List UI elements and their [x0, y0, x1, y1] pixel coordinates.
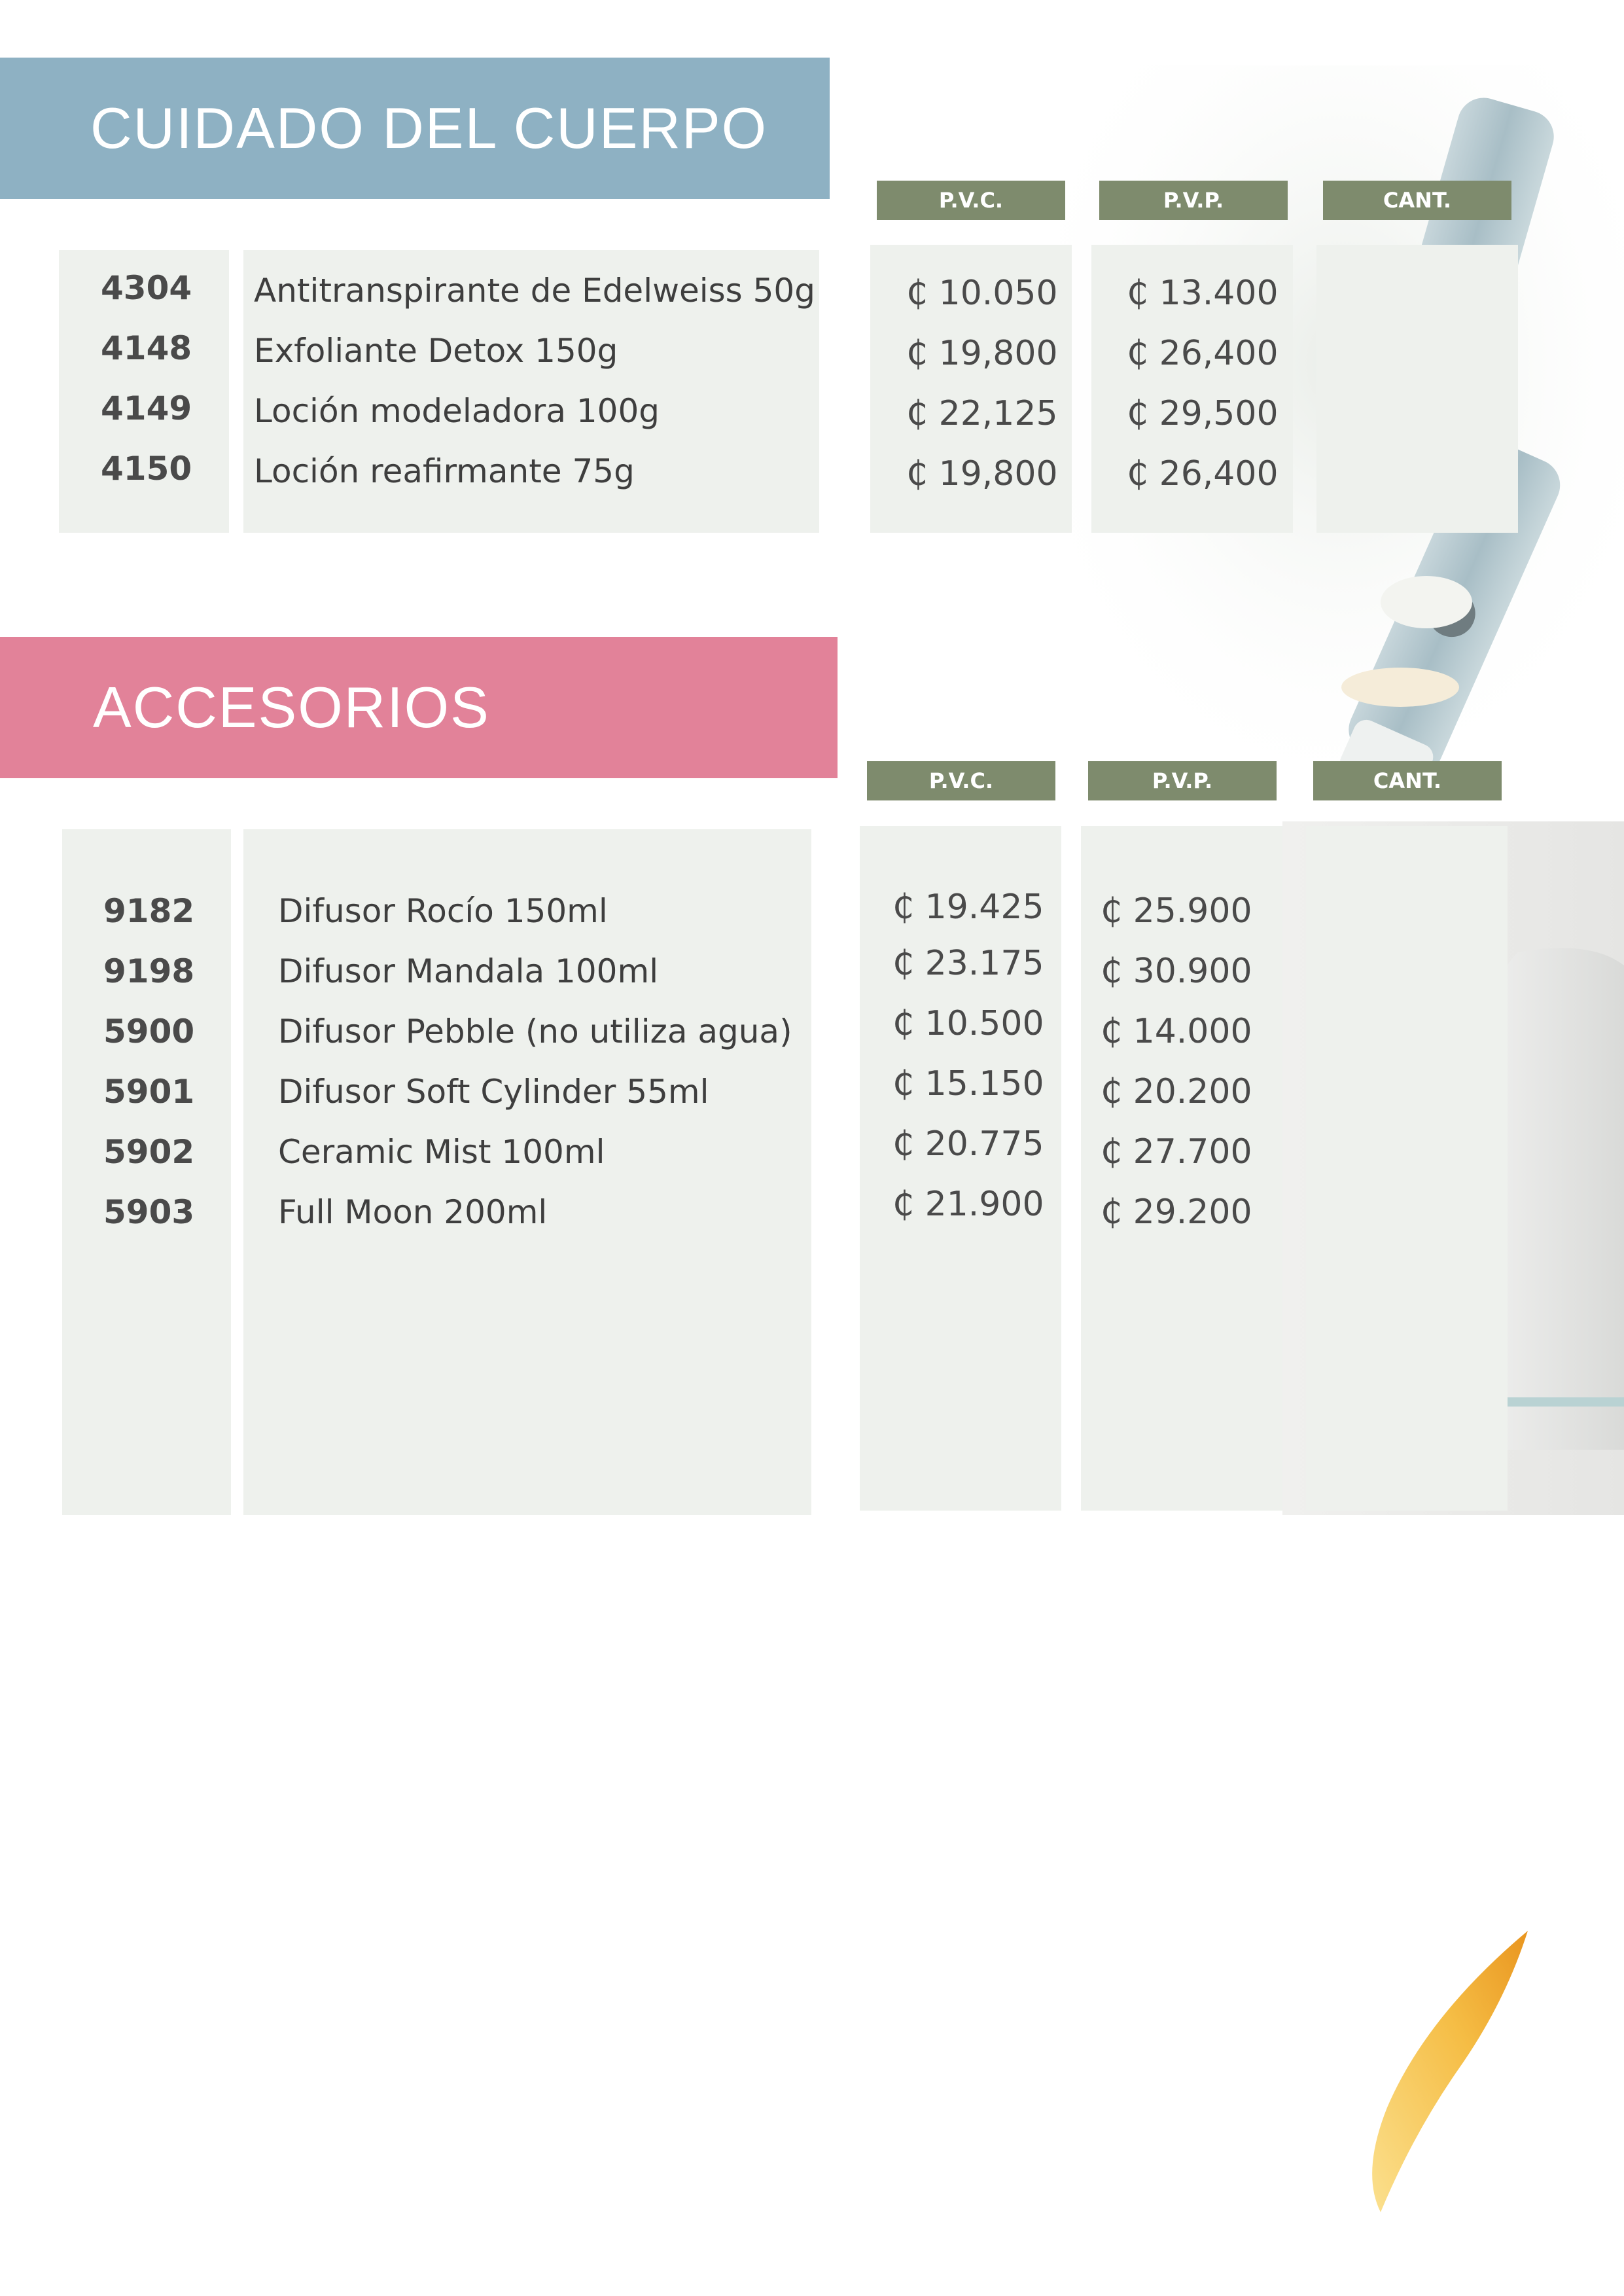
- accessories-descriptions: [278, 881, 792, 1242]
- product-code: 9198: [103, 952, 195, 990]
- pvc-price: ₵ 19,800: [906, 334, 1058, 373]
- pvc-price: ₵ 23.175: [892, 944, 1044, 983]
- product-description: Difusor Soft Cylinder 55ml: [278, 1073, 709, 1111]
- product-description: Difusor Rocío 150ml: [278, 892, 608, 930]
- column-header-cant: CANT.: [1313, 761, 1502, 800]
- product-code: 4150: [101, 450, 192, 488]
- pvp-price: ₵ 29.200: [1101, 1193, 1252, 1232]
- product-code: 4304: [101, 269, 192, 307]
- accessories-pvp-prices: [1101, 881, 1252, 1242]
- body-care-codes: [101, 258, 192, 499]
- pvp-price: ₵ 20.200: [1101, 1072, 1252, 1111]
- product-description: Loción reafirmante 75g: [254, 452, 635, 490]
- column-header-pvc: P.V.C.: [877, 181, 1065, 220]
- product-description: Ceramic Mist 100ml: [278, 1133, 605, 1171]
- product-description: Full Moon 200ml: [278, 1193, 548, 1231]
- quantity-column-panel[interactable]: [1316, 245, 1518, 533]
- product-description: Exfoliante Detox 150g: [254, 332, 618, 370]
- pvc-price: ₵ 19,800: [906, 454, 1058, 493]
- body-care-descriptions: [254, 260, 815, 501]
- pvp-price: ₵ 30.900: [1101, 952, 1252, 991]
- section-title-accessories: ACCESORIOS: [0, 637, 838, 778]
- product-description: Difusor Mandala 100ml: [278, 952, 659, 990]
- product-code: 4148: [101, 329, 192, 367]
- product-code: 9182: [103, 892, 195, 930]
- column-header-pvp: P.V.P.: [1099, 181, 1288, 220]
- pvc-price: ₵ 20.775: [892, 1124, 1044, 1164]
- product-code: 5903: [103, 1193, 195, 1231]
- body-care-pvp-prices: [1127, 263, 1279, 504]
- pvp-price: ₵ 27.700: [1101, 1132, 1252, 1172]
- pvc-price: ₵ 10.050: [906, 274, 1058, 313]
- column-header-pvc: P.V.C.: [867, 761, 1055, 800]
- accessories-codes: [103, 881, 194, 1242]
- pvp-price: ₵ 14.000: [1101, 1012, 1252, 1051]
- product-code: 4149: [101, 389, 192, 427]
- pvc-price: ₵ 21.900: [892, 1185, 1044, 1224]
- pvp-price: ₵ 25.900: [1101, 891, 1252, 931]
- pvp-price: ₵ 26,400: [1127, 334, 1279, 373]
- pvc-price: ₵ 19.425: [892, 888, 1044, 927]
- pvc-price: ₵ 22,125: [906, 394, 1058, 433]
- product-code: 5901: [103, 1073, 195, 1111]
- product-description: Loción modeladora 100g: [254, 392, 660, 430]
- column-header-cant: CANT.: [1323, 181, 1511, 220]
- product-description: Difusor Pebble (no utiliza agua): [278, 1013, 792, 1050]
- product-code: 5900: [103, 1013, 195, 1050]
- accessories-pvc-prices: [892, 881, 1044, 1234]
- product-description: Antitranspirante de Edelweiss 50g: [254, 272, 815, 310]
- pvp-price: ₵ 13.400: [1127, 274, 1279, 313]
- quantity-column-panel[interactable]: [1306, 826, 1508, 1511]
- pvc-price: ₵ 15.150: [892, 1064, 1044, 1103]
- pvc-price: ₵ 10.500: [892, 1004, 1044, 1043]
- pvp-price: ₵ 29,500: [1127, 394, 1279, 433]
- body-care-pvc-prices: [906, 263, 1058, 504]
- pvp-price: ₵ 26,400: [1127, 454, 1279, 493]
- section-title-body-care: CUIDADO DEL CUERPO: [0, 58, 830, 199]
- yellow-petal-image: [1361, 1924, 1544, 2225]
- product-code: 5902: [103, 1133, 195, 1171]
- column-header-pvp: P.V.P.: [1088, 761, 1277, 800]
